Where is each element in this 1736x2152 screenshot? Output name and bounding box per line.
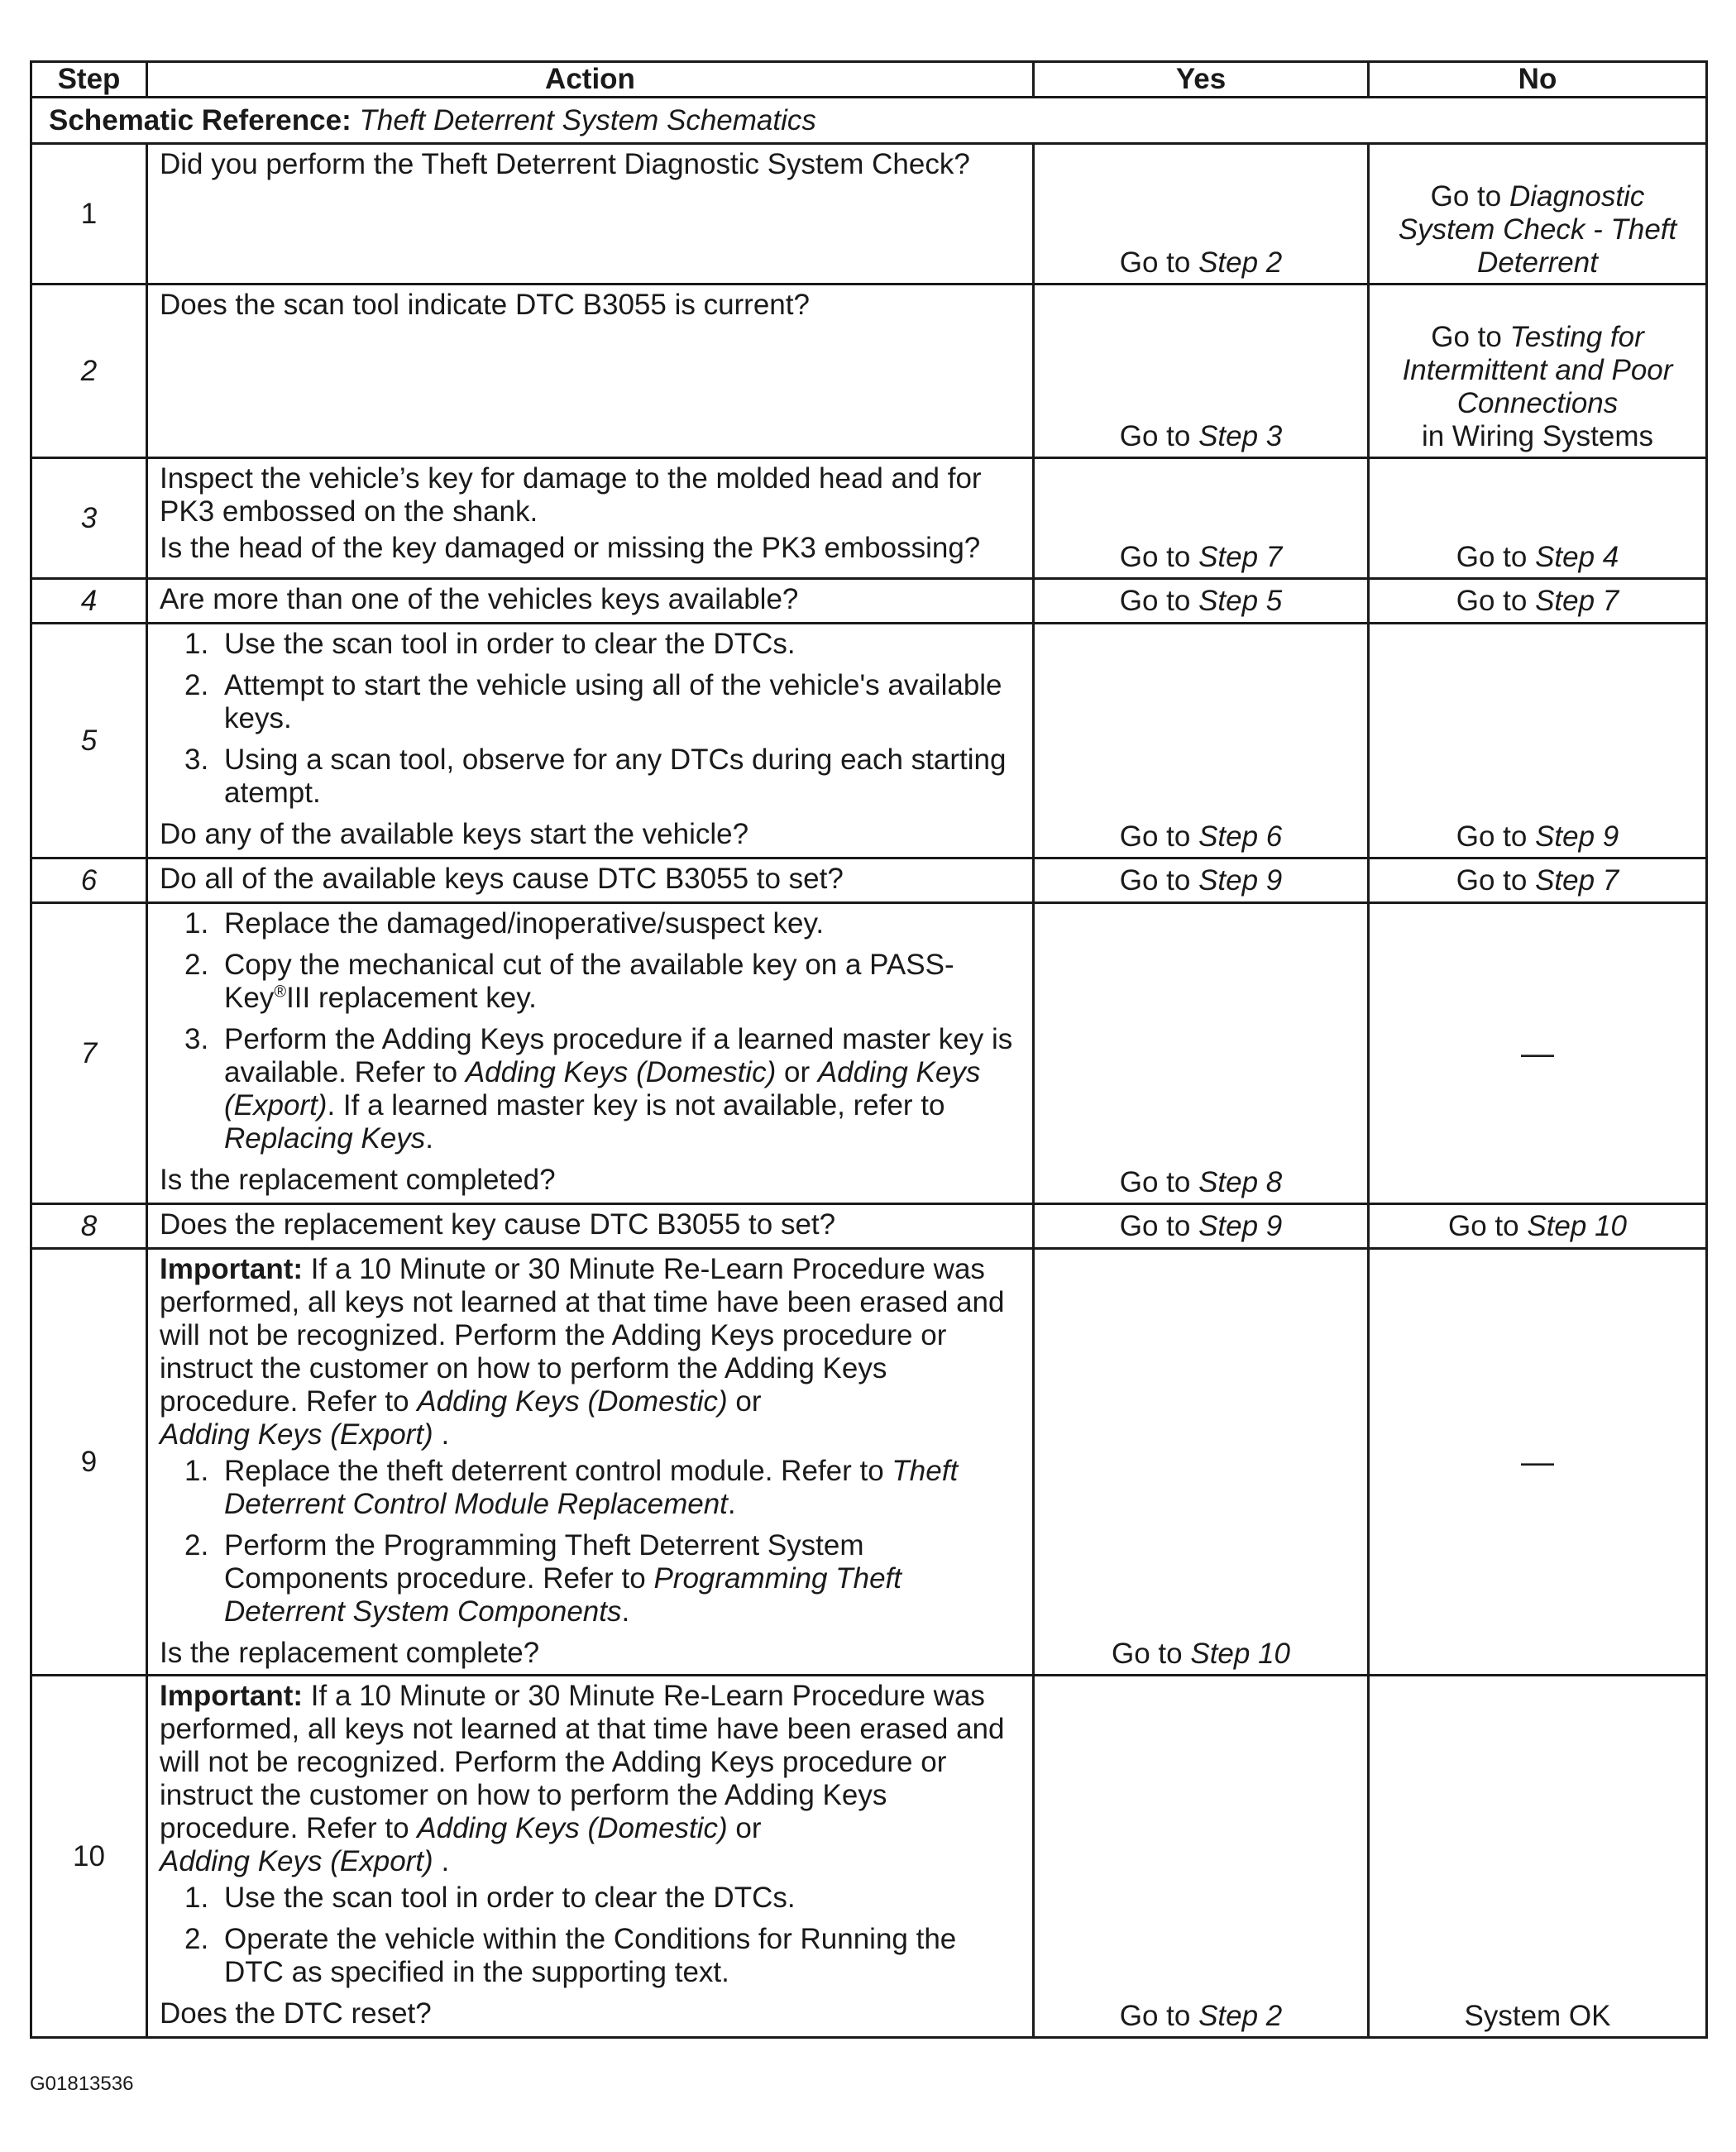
list-item bbox=[160, 628, 1021, 661]
important-label: Important: bbox=[160, 1680, 304, 1712]
step-number-text: 5 bbox=[80, 724, 98, 757]
yes-target-link[interactable]: Step 2 bbox=[1198, 2000, 1283, 2032]
image-code: G01813536 bbox=[30, 2073, 134, 2095]
no-cell bbox=[1369, 903, 1707, 1204]
item-number: 2. bbox=[184, 1923, 209, 1955]
header-row bbox=[31, 62, 1707, 98]
no-cell bbox=[1369, 624, 1707, 858]
yes-target-link[interactable]: Step 10 bbox=[1190, 1638, 1290, 1670]
step-number-text: 4 bbox=[80, 584, 98, 617]
no-prefix: Go to bbox=[1456, 863, 1528, 897]
no-target-link[interactable]: Step 9 bbox=[1535, 820, 1619, 853]
no-target-link[interactable]: Step 7 bbox=[1535, 584, 1619, 617]
item-number: 1. bbox=[184, 907, 209, 940]
important-note bbox=[160, 1253, 1021, 1451]
important-text: If a 10 Minute or 30 Minute Re-Learn Procedure was performed, all keys not learned at that time have been erased and will not be recognized. Perform the Adding Keys procedure or instruct the customer on how to perform the Adding Keys procedure. Refer to bbox=[160, 1253, 1005, 1418]
table-row-step-2 bbox=[31, 285, 1707, 458]
yes-prefix: Go to bbox=[1119, 820, 1191, 853]
yes-target-link[interactable]: Step 2 bbox=[1198, 246, 1283, 279]
no-prefix: Go to bbox=[1456, 820, 1528, 853]
action-cell bbox=[147, 1676, 1034, 2038]
step-number: 1 bbox=[31, 144, 147, 285]
list-item bbox=[160, 1529, 1021, 1628]
yes-cell bbox=[1034, 1204, 1369, 1249]
header-no: No bbox=[1369, 62, 1707, 98]
item-number: 2. bbox=[184, 669, 209, 701]
no-prefix: Go to bbox=[1456, 541, 1528, 573]
item-text: Perform the Programming Theft Deterrent System Components procedure. Refer to bbox=[224, 1529, 864, 1595]
yes-prefix: Go to bbox=[1119, 1209, 1191, 1242]
no-result: System OK bbox=[1464, 2000, 1611, 2032]
no-target-link[interactable]: Step 7 bbox=[1535, 863, 1619, 897]
no-dash: — bbox=[1521, 1035, 1554, 1072]
no-suffix: in Wiring Systems bbox=[1421, 420, 1654, 452]
list-item bbox=[160, 669, 1021, 735]
no-cell bbox=[1369, 1249, 1707, 1676]
table-row-step-10 bbox=[31, 1676, 1707, 2038]
yes-cell bbox=[1034, 624, 1369, 858]
yes-target-link[interactable]: Step 5 bbox=[1198, 584, 1283, 617]
list-item bbox=[160, 1455, 1021, 1521]
item-text: . If a learned master key is not available, refer to bbox=[327, 1089, 945, 1121]
important-text: . bbox=[433, 1418, 450, 1451]
list-item bbox=[160, 907, 1021, 940]
step-number bbox=[31, 858, 147, 903]
action-question: Does the DTC reset? bbox=[160, 1997, 432, 2030]
item-text: Attempt to start the vehicle using all of the vehicle's available keys. bbox=[224, 669, 1002, 734]
item-text: Using a scan tool, observe for any DTCs during each starting atempt. bbox=[224, 744, 1007, 809]
action-question: Are more than one of the vehicles keys available? bbox=[160, 583, 799, 615]
step-number bbox=[31, 285, 147, 458]
action-cell bbox=[147, 285, 1034, 458]
yes-cell bbox=[1034, 579, 1369, 624]
header-yes: Yes bbox=[1034, 62, 1369, 98]
ref-link[interactable]: Adding Keys (Export) bbox=[224, 1056, 981, 1121]
no-prefix: Go to bbox=[1430, 180, 1502, 213]
no-target-link[interactable]: Step 4 bbox=[1535, 541, 1619, 573]
step-number-text: 8 bbox=[80, 1209, 98, 1242]
yes-target-link[interactable]: Step 8 bbox=[1198, 1166, 1283, 1198]
yes-cell bbox=[1034, 1676, 1369, 2038]
step-number bbox=[31, 624, 147, 858]
yes-cell bbox=[1034, 1249, 1369, 1676]
action-question: Is the replacement complete? bbox=[160, 1637, 540, 1669]
ref-link[interactable]: Adding Keys (Domestic) bbox=[465, 1056, 777, 1088]
table-row-step-3 bbox=[31, 458, 1707, 579]
yes-prefix: Go to bbox=[1119, 863, 1191, 897]
item-text: . bbox=[621, 1595, 630, 1628]
yes-prefix: Go to bbox=[1119, 420, 1191, 452]
no-target-link[interactable]: Testing for Intermittent and Poor Connections bbox=[1402, 321, 1673, 419]
item-text: Use the scan tool in order to clear the DTCs. bbox=[224, 628, 796, 660]
item-number: 3. bbox=[184, 744, 209, 776]
step-number-text: 7 bbox=[80, 1036, 98, 1069]
procedure-list bbox=[160, 628, 1021, 810]
schematic-label: Schematic Reference: bbox=[49, 103, 352, 136]
step-number: 9 bbox=[31, 1249, 147, 1676]
schematic-link[interactable]: Theft Deterrent System Schematics bbox=[359, 103, 816, 136]
diagnostic-table bbox=[30, 60, 1708, 2039]
yes-prefix: Go to bbox=[1119, 1166, 1191, 1198]
step-number bbox=[31, 579, 147, 624]
schematic-reference bbox=[31, 98, 1707, 144]
yes-prefix: Go to bbox=[1119, 584, 1191, 617]
ref-link[interactable]: Adding Keys (Export) bbox=[160, 1418, 433, 1451]
no-cell bbox=[1369, 858, 1707, 903]
yes-target-link[interactable]: Step 7 bbox=[1198, 541, 1283, 573]
action-cell bbox=[147, 624, 1034, 858]
important-text: or bbox=[727, 1812, 762, 1844]
action-question: Does the replacement key cause DTC B3055 to set? bbox=[160, 1208, 836, 1241]
item-number: 1. bbox=[184, 1882, 209, 1914]
action-question: Is the head of the key damaged or missing the PK3 embossing? bbox=[160, 532, 981, 564]
ref-link[interactable]: Adding Keys (Domestic) bbox=[417, 1812, 728, 1844]
table-row-step-8 bbox=[31, 1204, 1707, 1249]
yes-target-link[interactable]: Step 9 bbox=[1198, 863, 1283, 897]
list-item bbox=[160, 1923, 1021, 1989]
item-text: Use the scan tool in order to clear the DTCs. bbox=[224, 1882, 796, 1914]
ref-link[interactable]: Theft Deterrent Control Module Replacement bbox=[224, 1455, 959, 1520]
action-intro: Inspect the vehicle’s key for damage to the molded head and for PK3 embossed on the shank. bbox=[160, 462, 982, 528]
action-question: Do all of the available keys cause DTC B3055 to set? bbox=[160, 863, 844, 895]
item-number: 1. bbox=[184, 628, 209, 660]
no-cell bbox=[1369, 1204, 1707, 1249]
ref-link[interactable]: Adding Keys (Export) bbox=[160, 1845, 433, 1877]
ref-link[interactable]: Replacing Keys bbox=[224, 1122, 426, 1155]
no-prefix: Go to bbox=[1448, 1209, 1519, 1242]
no-cell bbox=[1369, 144, 1707, 285]
item-text: Perform the Adding Keys procedure if a learned master key is available. Refer to bbox=[224, 1023, 1013, 1088]
item-text: or bbox=[776, 1056, 818, 1088]
no-cell bbox=[1369, 579, 1707, 624]
action-question: Is the replacement completed? bbox=[160, 1164, 556, 1196]
header-action: Action bbox=[147, 62, 1034, 98]
step-number bbox=[31, 903, 147, 1204]
table-row-step-4 bbox=[31, 579, 1707, 624]
table-row-step-6 bbox=[31, 858, 1707, 903]
no-target-link[interactable]: Step 10 bbox=[1527, 1209, 1627, 1242]
important-text: . bbox=[433, 1845, 450, 1877]
step-number: 10 bbox=[31, 1676, 147, 2038]
item-text: . bbox=[425, 1122, 433, 1155]
yes-target-link[interactable]: Step 6 bbox=[1198, 820, 1283, 853]
ref-link[interactable]: Programming Theft Deterrent System Components bbox=[224, 1562, 902, 1628]
table-row-step-5 bbox=[31, 624, 1707, 858]
action-cell bbox=[147, 1249, 1034, 1676]
registered-mark: ® bbox=[274, 983, 287, 1002]
action-cell bbox=[147, 1204, 1034, 1249]
no-prefix: Go to bbox=[1431, 321, 1502, 353]
item-number: 1. bbox=[184, 1455, 209, 1487]
action-cell bbox=[147, 858, 1034, 903]
yes-cell bbox=[1034, 285, 1369, 458]
ref-link[interactable]: Adding Keys (Domestic) bbox=[417, 1385, 728, 1418]
schematic-row bbox=[31, 98, 1707, 144]
no-cell bbox=[1369, 1676, 1707, 2038]
yes-prefix: Go to bbox=[1112, 1638, 1183, 1670]
important-label: Important: bbox=[160, 1253, 304, 1285]
action-cell bbox=[147, 144, 1034, 285]
no-prefix: Go to bbox=[1456, 584, 1528, 617]
yes-prefix: Go to bbox=[1119, 541, 1191, 573]
yes-cell bbox=[1034, 144, 1369, 285]
action-cell bbox=[147, 579, 1034, 624]
important-text: If a 10 Minute or 30 Minute Re-Learn Procedure was performed, all keys not learned at that time have been erased and will not be recognized. Perform the Adding Keys procedure or instruct the customer on how to perform the Adding Keys procedure. Refer to bbox=[160, 1680, 1005, 1844]
table-row-step-9 bbox=[31, 1249, 1707, 1676]
step-number bbox=[31, 458, 147, 579]
list-item bbox=[160, 744, 1021, 810]
item-number: 2. bbox=[184, 1529, 209, 1561]
yes-target-link[interactable]: Step 3 bbox=[1198, 420, 1283, 452]
procedure-list bbox=[160, 1882, 1021, 1989]
list-item bbox=[160, 1882, 1021, 1915]
action-cell bbox=[147, 458, 1034, 579]
item-text: . bbox=[727, 1488, 736, 1520]
step-number-text: 6 bbox=[80, 863, 98, 897]
yes-cell bbox=[1034, 858, 1369, 903]
step-number-text: 3 bbox=[80, 501, 98, 534]
item-text: III replacement key. bbox=[286, 982, 537, 1014]
header-step: Step bbox=[31, 62, 147, 98]
important-text: or bbox=[727, 1385, 762, 1418]
procedure-list bbox=[160, 1455, 1021, 1628]
yes-cell bbox=[1034, 458, 1369, 579]
action-question: Do any of the available keys start the vehicle? bbox=[160, 818, 749, 850]
important-note bbox=[160, 1680, 1021, 1878]
action-cell bbox=[147, 903, 1034, 1204]
step-number bbox=[31, 1204, 147, 1249]
item-text: Operate the vehicle within the Conditions for Running the DTC as specified in the supporting text. bbox=[224, 1923, 957, 1988]
yes-target-link[interactable]: Step 9 bbox=[1198, 1209, 1283, 1242]
yes-cell bbox=[1034, 903, 1369, 1204]
no-dash: — bbox=[1521, 1443, 1554, 1480]
no-target-link[interactable]: Diagnostic System Check - Theft Deterrent bbox=[1398, 180, 1677, 279]
action-question: Does the scan tool indicate DTC B3055 is current? bbox=[160, 289, 810, 321]
step-number-text: 2 bbox=[80, 354, 98, 387]
action-question: Did you perform the Theft Deterrent Diagnostic System Check? bbox=[160, 148, 970, 180]
list-item bbox=[160, 949, 1021, 1015]
item-number: 2. bbox=[184, 949, 209, 981]
table-row-step-7 bbox=[31, 903, 1707, 1204]
yes-prefix: Go to bbox=[1119, 2000, 1191, 2032]
yes-prefix: Go to bbox=[1119, 246, 1191, 279]
table-row-step-1 bbox=[31, 144, 1707, 285]
item-text: Replace the theft deterrent control module. Refer to bbox=[224, 1455, 892, 1487]
procedure-list bbox=[160, 907, 1021, 1155]
item-text: Copy the mechanical cut of the available key on a PASS-Key bbox=[224, 949, 954, 1014]
item-text: Replace the damaged/inoperative/suspect key. bbox=[224, 907, 825, 940]
list-item bbox=[160, 1023, 1021, 1155]
no-cell bbox=[1369, 458, 1707, 579]
no-cell bbox=[1369, 285, 1707, 458]
item-number: 3. bbox=[184, 1023, 209, 1055]
